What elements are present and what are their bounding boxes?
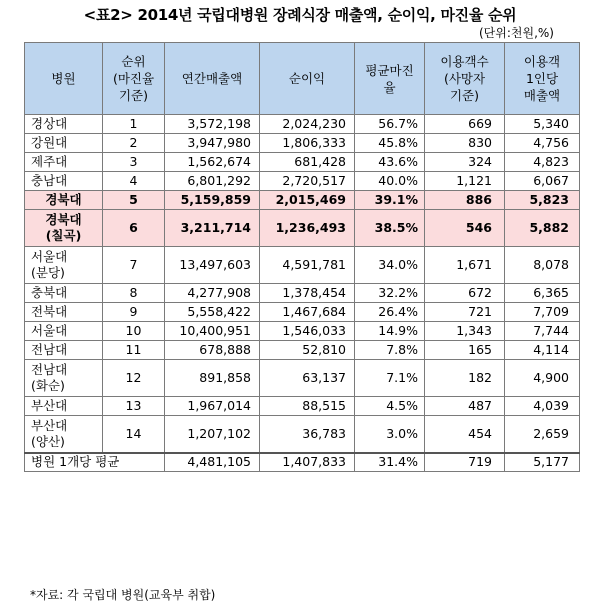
header-rank: [103, 43, 165, 115]
hospital-name-line: (분당): [31, 265, 65, 280]
per-customer-cell: 4,039: [505, 397, 580, 416]
header-row: [25, 43, 580, 115]
profit-cell: 1,236,493: [260, 210, 355, 247]
header-line: 이용객: [523, 54, 561, 69]
hospital-cell: [25, 115, 103, 134]
unit-note: (단위:천원,%): [479, 26, 554, 40]
rank-cell: 14: [103, 416, 165, 453]
header-hospital: [25, 43, 103, 115]
per-customer-cell: 8,078: [505, 247, 580, 284]
hospital-cell: [25, 247, 103, 284]
revenue-cell: 1,562,674: [165, 153, 260, 172]
hospital-table: [24, 42, 580, 472]
table-row: [25, 341, 580, 360]
revenue-cell: 5,159,859: [165, 191, 260, 210]
customers-cell: 1,343: [425, 322, 505, 341]
per-customer-cell: 4,114: [505, 341, 580, 360]
header-line: 순위: [121, 54, 146, 69]
profit-cell: 1,546,033: [260, 322, 355, 341]
profit-cell: 1,467,684: [260, 303, 355, 322]
margin-cell: 56.7%: [355, 115, 425, 134]
profit-cell: 88,515: [260, 397, 355, 416]
average-row: [25, 453, 580, 472]
header-margin: [355, 43, 425, 115]
average-per-customer-cell: 5,177: [505, 453, 580, 472]
table-row: [25, 303, 580, 322]
average-profit-cell: 1,407,833: [260, 453, 355, 472]
profit-cell: 2,720,517: [260, 172, 355, 191]
hospital-name-line: 경북대: [45, 212, 82, 227]
table-row: [25, 153, 580, 172]
header-line: 병원: [51, 71, 76, 86]
table-row: [25, 191, 580, 210]
customers-cell: 165: [425, 341, 505, 360]
profit-cell: 4,591,781: [260, 247, 355, 284]
margin-cell: 43.6%: [355, 153, 425, 172]
table-row: [25, 134, 580, 153]
per-customer-cell: 2,659: [505, 416, 580, 453]
header-line: 평균마진: [365, 62, 414, 78]
table-row: [25, 397, 580, 416]
hospital-name-line: 전남대: [31, 362, 68, 377]
header-line: 매출액: [523, 88, 561, 103]
average-margin-cell: 31.4%: [355, 453, 425, 472]
per-customer-cell: 6,365: [505, 284, 580, 303]
hospital-cell: [25, 341, 103, 360]
hospital-name-line: 부산대: [31, 398, 68, 413]
revenue-cell: 1,207,102: [165, 416, 260, 453]
per-customer-cell: 7,709: [505, 303, 580, 322]
rank-cell: 13: [103, 397, 165, 416]
per-customer-cell: 5,882: [505, 210, 580, 247]
header-line: 순이익: [288, 71, 326, 86]
revenue-cell: 678,888: [165, 341, 260, 360]
profit-cell: 1,378,454: [260, 284, 355, 303]
revenue-cell: 10,400,951: [165, 322, 260, 341]
hospital-name-line: 서울대: [31, 323, 68, 338]
hospital-cell: [25, 210, 103, 247]
header-line: 율: [383, 79, 396, 95]
rank-cell: 2: [103, 134, 165, 153]
table-title: <표2> 2014년 국립대병원 장례식장 매출액, 순이익, 마진율 순위: [83, 6, 517, 24]
profit-cell: 52,810: [260, 341, 355, 360]
customers-cell: 1,121: [425, 172, 505, 191]
header-line: 기준): [118, 88, 149, 103]
hospital-name-line: (칠곡): [45, 228, 82, 243]
hospital-cell: [25, 322, 103, 341]
per-customer-cell: 4,900: [505, 360, 580, 397]
hospital-cell: [25, 416, 103, 453]
hospital-name-line: 전남대: [31, 342, 68, 357]
customers-cell: 830: [425, 134, 505, 153]
header-revenue: [165, 43, 260, 115]
margin-cell: 39.1%: [355, 191, 425, 210]
table-row: [25, 172, 580, 191]
hospital-cell: [25, 360, 103, 397]
rank-cell: 11: [103, 341, 165, 360]
table-row: [25, 284, 580, 303]
source-note: *자료: 각 국립대 병원(교육부 취합): [30, 588, 216, 602]
hospital-name-line: 전북대: [31, 304, 68, 319]
customers-cell: 672: [425, 284, 505, 303]
margin-cell: 4.5%: [355, 397, 425, 416]
customers-cell: 1,671: [425, 247, 505, 284]
hospital-cell: [25, 134, 103, 153]
margin-cell: 14.9%: [355, 322, 425, 341]
customers-cell: 324: [425, 153, 505, 172]
revenue-cell: 891,858: [165, 360, 260, 397]
hospital-name-line: 서울대: [31, 249, 68, 264]
average-customers-cell: 719: [425, 453, 505, 472]
customers-cell: 182: [425, 360, 505, 397]
customers-cell: 669: [425, 115, 505, 134]
margin-cell: 38.5%: [355, 210, 425, 247]
revenue-cell: 3,211,714: [165, 210, 260, 247]
profit-cell: 63,137: [260, 360, 355, 397]
revenue-cell: 4,277,908: [165, 284, 260, 303]
revenue-cell: 3,947,980: [165, 134, 260, 153]
margin-cell: 34.0%: [355, 247, 425, 284]
average-revenue-cell: 4,481,105: [165, 453, 260, 472]
margin-cell: 7.1%: [355, 360, 425, 397]
rank-cell: 7: [103, 247, 165, 284]
revenue-cell: 6,801,292: [165, 172, 260, 191]
hospital-cell: [25, 191, 103, 210]
per-customer-cell: 6,067: [505, 172, 580, 191]
header-customers: [425, 43, 505, 115]
rank-cell: 10: [103, 322, 165, 341]
customers-cell: 487: [425, 397, 505, 416]
hospital-cell: [25, 397, 103, 416]
table-row: [25, 247, 580, 284]
header-per-customer: [505, 43, 580, 115]
header-line: 연간매출액: [181, 71, 243, 86]
revenue-cell: 3,572,198: [165, 115, 260, 134]
hospital-name-line: (화순): [31, 378, 65, 393]
table-row: [25, 322, 580, 341]
hospital-name-line: 경상대: [31, 116, 68, 131]
header-line: (마진율: [112, 71, 155, 86]
profit-cell: 2,015,469: [260, 191, 355, 210]
profit-cell: 1,806,333: [260, 134, 355, 153]
customers-cell: 546: [425, 210, 505, 247]
hospital-cell: [25, 153, 103, 172]
per-customer-cell: 4,823: [505, 153, 580, 172]
rank-cell: 6: [103, 210, 165, 247]
header-line: (사망자: [443, 71, 486, 86]
header-profit: [260, 43, 355, 115]
profit-cell: 2,024,230: [260, 115, 355, 134]
hospital-name-line: 경북대: [45, 192, 82, 207]
revenue-cell: 5,558,422: [165, 303, 260, 322]
margin-cell: 3.0%: [355, 416, 425, 453]
hospital-name-line: (양산): [31, 433, 65, 449]
per-customer-cell: 7,744: [505, 322, 580, 341]
average-label: 병원 1개당 평균: [25, 453, 165, 472]
margin-cell: 45.8%: [355, 134, 425, 153]
rank-cell: 3: [103, 153, 165, 172]
revenue-cell: 1,967,014: [165, 397, 260, 416]
rank-cell: 8: [103, 284, 165, 303]
profit-cell: 681,428: [260, 153, 355, 172]
rank-cell: 1: [103, 115, 165, 134]
customers-cell: 454: [425, 416, 505, 453]
table-row: [25, 210, 580, 247]
margin-cell: 40.0%: [355, 172, 425, 191]
table-row: [25, 416, 580, 453]
revenue-cell: 13,497,603: [165, 247, 260, 284]
rank-cell: 9: [103, 303, 165, 322]
table-row: [25, 360, 580, 397]
hospital-name-line: 충북대: [31, 285, 68, 300]
header-line: 기준): [449, 88, 480, 103]
table-body: [25, 115, 580, 472]
hospital-name-line: 충남대: [31, 173, 68, 188]
profit-cell: 36,783: [260, 416, 355, 453]
customers-cell: 886: [425, 191, 505, 210]
per-customer-cell: 5,823: [505, 191, 580, 210]
rank-cell: 4: [103, 172, 165, 191]
hospital-name-line: 제주대: [31, 154, 68, 169]
hospital-name-line: 강원대: [31, 135, 68, 150]
rank-cell: 12: [103, 360, 165, 397]
margin-cell: 26.4%: [355, 303, 425, 322]
hospital-name-line: 부산대: [31, 417, 68, 433]
header-line: 이용객수: [440, 54, 489, 69]
header-line: 1인당: [525, 71, 559, 86]
margin-cell: 7.8%: [355, 341, 425, 360]
hospital-cell: [25, 303, 103, 322]
rank-cell: 5: [103, 191, 165, 210]
hospital-cell: [25, 284, 103, 303]
hospital-cell: [25, 172, 103, 191]
table-row: [25, 115, 580, 134]
margin-cell: 32.2%: [355, 284, 425, 303]
per-customer-cell: 4,756: [505, 134, 580, 153]
customers-cell: 721: [425, 303, 505, 322]
per-customer-cell: 5,340: [505, 115, 580, 134]
